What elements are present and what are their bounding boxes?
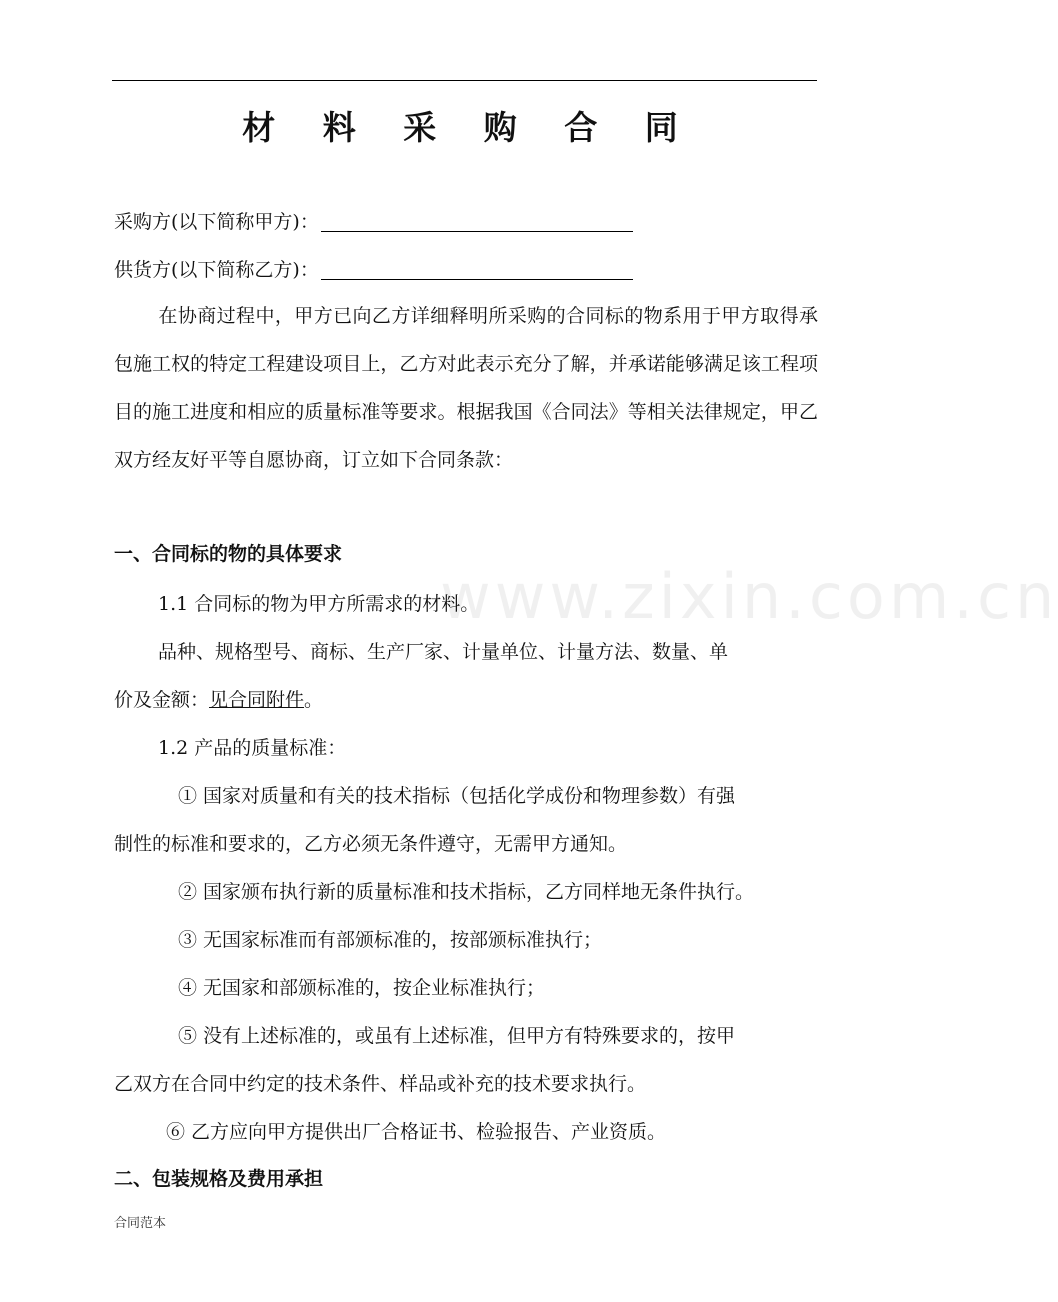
buyer-line — [114, 210, 633, 234]
buyer-blank[interactable] — [321, 211, 633, 232]
clause-items-line-2: 价及金额：见合同附件。 — [114, 689, 324, 711]
clause-items-line-1: 品种、规格型号、商标、生产厂家、计量单位、计量方法、数量、单 — [158, 641, 729, 663]
quality-item-3: ③ 无国家标准而有部颁标准的，按部颁标准执行； — [178, 929, 603, 951]
seller-blank[interactable] — [321, 259, 633, 280]
attachment-link[interactable]: 见合同附件 — [209, 689, 305, 711]
watermark: www.zixin.com.cn — [440, 560, 1058, 633]
clause-items-label: 价及金额： — [114, 689, 210, 711]
quality-item-1-line-2: 制性的标准和要求的，乙方必须无条件遵守，无需甲方通知。 — [114, 833, 628, 855]
footer-label: 合同范本 — [114, 1216, 167, 1231]
quality-item-6: ⑥ 乙方应向甲方提供出厂合格证书、检验报告、产业资质。 — [166, 1121, 667, 1143]
quality-item-2: ② 国家颁布执行新的质量标准和技术指标，乙方同样地无条件执行。 — [178, 881, 755, 903]
section-1-heading: 一、合同标的物的具体要求 — [114, 543, 343, 565]
section-2-heading: 二、包装规格及费用承担 — [114, 1168, 324, 1190]
document-title: 材 料 采 购 合 同 — [242, 108, 696, 147]
intro-text: 在协商过程中，甲方已向乙方详细释明所采购的合同标的物系用于甲方取得承包施工权的特定工程建设项目上，乙方对此表示充分了解，并承诺能够满足该工程项目的施工进度和相应的质量标准等要求。根据我国《合同法》等相关法律规定，甲乙双方经友好平等自愿协商，订立如下合同条款： — [114, 305, 818, 471]
quality-item-1-line-1: ① 国家对质量和有关的技术指标（包括化学成份和物理参数）有强 — [178, 785, 736, 807]
clause-1-2: 1.2 产品的质量标准： — [158, 737, 347, 759]
seller-label: 供货方(以下简称乙方)： — [114, 259, 319, 281]
seller-line — [114, 258, 633, 282]
quality-item-5-line-1: ⑤ 没有上述标准的，或虽有上述标准，但甲方有特殊要求的，按甲 — [178, 1025, 736, 1047]
clause-1-1: 1.1 合同标的物为甲方所需求的材料。 — [158, 593, 480, 615]
quality-item-4: ④ 无国家和部颁标准的，按企业标准执行； — [178, 977, 546, 999]
header-rule — [112, 80, 817, 81]
quality-item-5-line-2: 乙双方在合同中约定的技术条件、样品或补充的技术要求执行。 — [114, 1073, 647, 1095]
intro-paragraph — [114, 292, 818, 484]
buyer-label: 采购方(以下简称甲方)： — [114, 211, 319, 233]
